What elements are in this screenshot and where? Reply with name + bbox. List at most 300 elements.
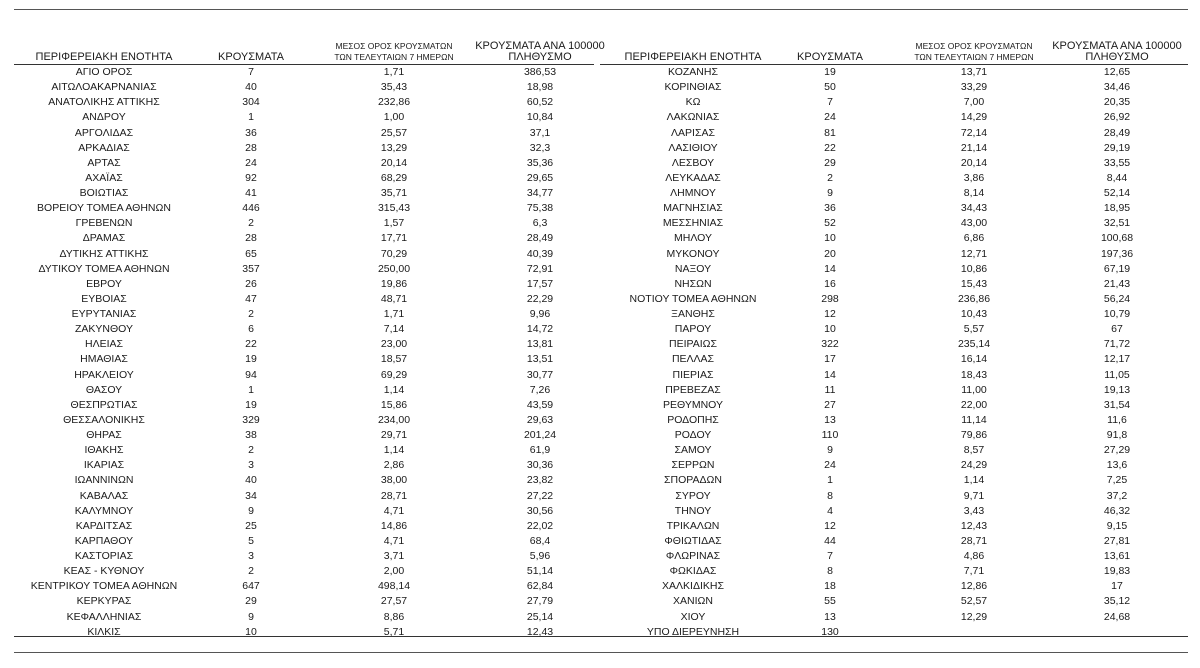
header-avg-line1: ΜΕΣΟΣ ΟΡΟΣ ΚΡΟΥΣΜΑΤΩΝ (915, 41, 1033, 51)
table-row (14, 126, 594, 141)
cases-cell: 17 (824, 353, 836, 366)
per-100k-cell: 56,24 (1103, 292, 1131, 305)
per-100k-cell: 27,81 (1103, 534, 1131, 547)
region-cell: ΛΕΣΒΟΥ (671, 156, 715, 169)
cases-cell: 29 (245, 595, 257, 608)
cases-cell: 24 (824, 459, 836, 472)
region-cell: ΜΥΚΟΝΟΥ (666, 247, 720, 260)
table-row (14, 564, 594, 579)
table-row (14, 171, 594, 186)
avg-7-days-cell: 7,00 (963, 96, 985, 109)
cases-cell: 28 (245, 232, 257, 245)
region-cell: ΡΕΘΥΜΝΟΥ (662, 398, 723, 411)
region-cell: ΚΩ (685, 96, 701, 109)
region-cell: ΠΙΕΡΙΑΣ (672, 368, 714, 381)
table-row (600, 352, 1188, 367)
avg-7-days-cell: 315,43 (377, 202, 411, 215)
right-table-header (600, 34, 1188, 65)
region-cell: ΕΥΡΥΤΑΝΙΑΣ (71, 308, 137, 320)
table-row (600, 594, 1188, 609)
table-row (600, 110, 1188, 125)
table-row (14, 579, 594, 594)
cases-cell: 29 (824, 156, 836, 169)
per-100k-cell: 40,39 (526, 247, 554, 260)
region-cell: ΚΕΝΤΡΙΚΟΥ ΤΟΜΕΑ ΑΘΗΝΩΝ (30, 580, 178, 593)
per-100k-cell: 33,55 (1103, 156, 1131, 169)
per-100k-cell: 67,19 (1103, 262, 1131, 275)
avg-7-days-cell: 28,71 (380, 489, 408, 502)
table-row (14, 80, 594, 95)
per-100k-cell: 35,12 (1103, 595, 1131, 608)
per-100k-cell: 51,14 (526, 565, 554, 578)
table-row (600, 398, 1188, 413)
avg-7-days-cell: 13,29 (380, 141, 408, 154)
table-row (600, 564, 1188, 579)
table-row (600, 247, 1188, 262)
cases-cell: 2 (248, 444, 254, 457)
per-100k-cell: 30,56 (526, 504, 554, 517)
region-cell: ΚΕΦΑΛΛΗΝΙΑΣ (66, 610, 142, 623)
cases-cell: 26 (245, 277, 257, 290)
table-row (14, 443, 594, 458)
table-row (14, 534, 594, 549)
table-row (600, 322, 1188, 337)
avg-7-days-cell: 4,86 (963, 550, 985, 562)
per-100k-cell: 9,96 (529, 308, 551, 320)
region-cell: ΑΙΤΩΛΟΑΚΑΡΝΑΝΙΑΣ (51, 81, 157, 94)
cases-cell: 22 (245, 338, 257, 351)
region-cell: ΠΑΡΟΥ (674, 323, 712, 336)
table-row (600, 231, 1188, 246)
per-100k-cell: 201,24 (523, 429, 557, 441)
table-row (600, 65, 1188, 80)
avg-7-days-cell: 72,14 (960, 126, 988, 139)
table-row (600, 156, 1188, 171)
avg-7-days-cell: 23,00 (380, 338, 408, 351)
per-100k-cell: 34,46 (1103, 81, 1131, 94)
table-row (14, 368, 594, 383)
region-cell: ΚΙΛΚΙΣ (87, 625, 121, 638)
table-row (14, 504, 594, 519)
per-100k-cell: 11,6 (1107, 413, 1127, 426)
per-100k-cell: 13,61 (1103, 550, 1131, 562)
header-per100k-line1: ΚΡΟΥΣΜΑΤΑ ΑΝΑ 100000 (475, 40, 605, 52)
region-cell: ΝΑΞΟΥ (674, 262, 712, 275)
cases-cell: 2 (248, 308, 254, 320)
table-row (14, 186, 594, 201)
avg-7-days-cell: 28,71 (960, 534, 988, 547)
region-cell: ΝΟΤΙΟΥ ΤΟΜΕΑ ΑΘΗΝΩΝ (629, 292, 757, 305)
header-avg-7-days (904, 41, 1044, 63)
table-row (600, 534, 1188, 549)
avg-7-days-cell: 2,86 (383, 459, 405, 472)
cases-cell: 14 (824, 262, 836, 275)
avg-7-days-cell: 18,43 (960, 368, 988, 381)
cases-cell: 7 (248, 66, 254, 78)
region-cell: ΦΘΙΩΤΙΔΑΣ (664, 534, 722, 547)
region-cell: ΑΝΔΡΟΥ (82, 111, 126, 124)
per-100k-cell: 11,05 (1104, 368, 1130, 381)
table-row (600, 549, 1188, 564)
per-100k-cell: 7,26 (529, 383, 551, 396)
region-cell: ΤΡΙΚΑΛΩΝ (666, 519, 720, 532)
cases-cell: 81 (824, 126, 836, 139)
region-cell: ΙΚΑΡΙΑΣ (83, 459, 125, 472)
table-row (600, 413, 1188, 428)
avg-7-days-cell: 69,29 (380, 368, 408, 381)
cases-cell: 10 (824, 232, 836, 245)
region-cell: ΑΓΙΟ ΟΡΟΣ (75, 66, 133, 78)
table-row (600, 473, 1188, 488)
cases-cell: 19 (245, 353, 257, 366)
avg-7-days-cell: 21,14 (960, 141, 988, 154)
table-row (600, 80, 1188, 95)
header-avg-line2: ΤΩΝ ΤΕΛΕΥΤΑΙΩΝ 7 ΗΜΕΡΩΝ (914, 52, 1034, 62)
cases-cell: 9 (248, 610, 254, 623)
per-100k-cell: 22,02 (526, 519, 554, 532)
cases-cell: 44 (824, 534, 836, 547)
table-row (600, 337, 1188, 352)
per-100k-cell: 28,49 (1103, 126, 1131, 139)
region-cell: ΙΘΑΚΗΣ (84, 444, 124, 457)
avg-7-days-cell: 33,29 (960, 81, 988, 94)
region-cell: ΓΡΕΒΕΝΩΝ (75, 217, 133, 230)
avg-7-days-cell: 3,71 (383, 550, 405, 562)
table-row (14, 216, 594, 231)
cases-cell: 1 (248, 383, 254, 396)
per-100k-cell: 197,36 (1100, 247, 1134, 260)
region-cell: ΑΝΑΤΟΛΙΚΗΣ ΑΤΤΙΚΗΣ (48, 96, 160, 109)
table-row (14, 247, 594, 262)
cases-cell: 25 (245, 519, 257, 532)
table-row (600, 95, 1188, 110)
table-row (600, 610, 1188, 625)
avg-7-days-cell: 10,86 (960, 262, 988, 275)
table-row (14, 398, 594, 413)
avg-7-days-cell: 24,29 (960, 459, 988, 472)
region-cell: ΒΟΙΩΤΙΑΣ (79, 187, 129, 199)
cases-cell: 13 (824, 413, 836, 426)
header-cases: ΚΡΟΥΣΜΑΤΑ (218, 51, 284, 63)
region-cell: ΠΕΛΛΑΣ (671, 353, 715, 366)
region-cell: ΛΑΚΩΝΙΑΣ (666, 111, 720, 124)
region-cell: ΦΛΩΡΙΝΑΣ (665, 550, 721, 562)
region-cell: ΕΒΡΟΥ (86, 277, 122, 290)
avg-7-days-cell: 35,71 (380, 187, 408, 199)
table-row (600, 126, 1188, 141)
cases-cell: 40 (245, 81, 257, 94)
region-cell: ΘΕΣΠΡΩΤΙΑΣ (70, 398, 138, 411)
table-row (600, 428, 1188, 443)
per-100k-cell: 52,14 (1103, 187, 1131, 199)
table-row (14, 458, 594, 473)
avg-7-days-cell: 29,71 (380, 429, 408, 441)
avg-7-days-cell: 12,86 (960, 580, 988, 593)
per-100k-cell: 67 (1111, 323, 1123, 336)
avg-7-days-cell: 14,86 (380, 519, 408, 532)
per-100k-cell: 10,79 (1103, 308, 1131, 320)
cases-cell: 16 (824, 277, 836, 290)
cases-cell: 2 (248, 217, 254, 230)
cases-cell: 2 (248, 565, 254, 578)
region-cell: ΚΕΑΣ - ΚΥΘΝΟΥ (63, 565, 145, 578)
cases-cell: 5 (248, 534, 254, 547)
cases-cell: 7 (827, 550, 833, 562)
table-row (600, 519, 1188, 534)
per-100k-cell: 6,3 (532, 217, 548, 230)
region-cell: ΑΡΓΟΛΙΔΑΣ (74, 126, 134, 139)
cases-cell: 12 (824, 519, 836, 532)
cases-cell: 24 (824, 111, 836, 124)
per-100k-cell: 20,35 (1103, 96, 1131, 109)
region-cell: ΚΟΡΙΝΘΙΑΣ (664, 81, 722, 94)
region-cell: ΚΑΡΔΙΤΣΑΣ (75, 519, 133, 532)
table-row (600, 383, 1188, 398)
per-100k-cell: 29,63 (526, 413, 554, 426)
cases-cell: 24 (245, 156, 257, 169)
cases-cell: 6 (248, 323, 254, 336)
avg-7-days-cell: 17,71 (380, 232, 408, 245)
cases-cell: 298 (821, 292, 839, 305)
table-row (14, 594, 594, 609)
header-per-100k (1044, 41, 1190, 63)
cases-cell: 9 (248, 504, 254, 517)
table-bottom-rule (14, 636, 1188, 637)
per-100k-cell: 23,82 (526, 474, 554, 487)
cases-cell: 357 (242, 262, 260, 275)
avg-7-days-cell: 79,86 (960, 429, 988, 441)
region-cell: ΛΑΡΙΣΑΣ (671, 126, 715, 139)
per-100k-cell: 12,17 (1103, 353, 1131, 366)
table-row (600, 171, 1188, 186)
cases-cell: 110 (821, 429, 839, 441)
table-row (600, 262, 1188, 277)
header-per100k-line2: ΠΛΗΘΥΣΜΟ (508, 51, 572, 63)
avg-7-days-cell: 22,00 (960, 398, 988, 411)
table-row (14, 549, 594, 564)
per-100k-cell: 32,51 (1103, 217, 1131, 230)
avg-7-days-cell: 7,14 (383, 323, 405, 336)
table-row (14, 292, 594, 307)
table-row (14, 610, 594, 625)
per-100k-cell: 18,98 (526, 81, 554, 94)
cases-cell: 36 (245, 126, 257, 139)
table-row (600, 307, 1188, 322)
region-cell: ΔΡΑΜΑΣ (82, 232, 126, 245)
region-cell: ΔΥΤΙΚΟΥ ΤΟΜΕΑ ΑΘΗΝΩΝ (38, 262, 170, 275)
cases-cell: 27 (824, 398, 836, 411)
region-cell: ΠΕΙΡΑΙΩΣ (669, 338, 717, 351)
right-table-rows (600, 65, 1188, 640)
region-cell: ΚΕΡΚΥΡΑΣ (76, 595, 132, 608)
avg-7-days-cell: 1,14 (383, 444, 405, 457)
region-cell: ΑΡΤΑΣ (87, 156, 121, 169)
avg-7-days-cell: 20,14 (380, 156, 408, 169)
avg-7-days-cell: 6,86 (963, 232, 985, 245)
cases-cell: 304 (242, 96, 260, 109)
per-100k-cell: 24,68 (1103, 610, 1131, 623)
region-cell: ΣΑΜΟΥ (674, 444, 712, 457)
cases-cell: 20 (824, 247, 836, 260)
avg-7-days-cell: 232,86 (377, 96, 411, 109)
left-table-rows (14, 65, 594, 640)
avg-7-days-cell: 5,57 (963, 323, 985, 336)
cases-cell: 11 (824, 383, 836, 396)
cases-cell: 92 (245, 171, 257, 184)
avg-7-days-cell: 12,43 (960, 519, 988, 532)
table-row (14, 95, 594, 110)
cases-cell: 52 (824, 217, 836, 230)
region-cell: ΣΠΟΡΑΔΩΝ (664, 474, 722, 487)
table-row (600, 458, 1188, 473)
region-cell: ΧΑΝΙΩΝ (673, 595, 713, 608)
per-100k-cell: 14,72 (526, 323, 554, 336)
per-100k-cell: 30,36 (526, 459, 554, 472)
avg-7-days-cell: 68,29 (380, 171, 408, 184)
per-100k-cell: 34,77 (526, 187, 554, 199)
table-row (600, 201, 1188, 216)
region-cell: ΚΑΒΑΛΑΣ (79, 489, 129, 502)
per-100k-cell: 32,3 (529, 141, 551, 154)
per-100k-cell: 27,29 (1103, 444, 1131, 457)
per-100k-cell: 7,25 (1106, 474, 1128, 487)
per-100k-cell: 71,72 (1103, 338, 1131, 351)
bottom-rule (14, 652, 1188, 653)
table-row (600, 186, 1188, 201)
cases-cell: 38 (245, 429, 257, 441)
avg-7-days-cell: 1,14 (383, 383, 405, 396)
cases-cell: 3 (248, 459, 254, 472)
cases-cell: 130 (821, 625, 839, 638)
region-cell: ΠΡΕΒΕΖΑΣ (665, 383, 721, 396)
per-100k-cell: 25,14 (526, 610, 554, 623)
region-cell: ΚΑΡΠΑΘΟΥ (74, 534, 134, 547)
per-100k-cell: 13,51 (526, 353, 554, 366)
cases-cell: 50 (824, 81, 836, 94)
per-100k-cell: 17 (1111, 580, 1123, 593)
cases-cell: 1 (248, 111, 254, 124)
cases-cell: 7 (827, 96, 833, 109)
region-cell: ΡΟΔΟΥ (674, 429, 712, 441)
avg-7-days-cell: 7,71 (963, 565, 985, 578)
table-row (14, 201, 594, 216)
avg-7-days-cell: 498,14 (377, 580, 411, 593)
header-region: ΠΕΡΙΦΕΡΕΙΑΚΗ ΕΝΟΤΗΤΑ (624, 51, 762, 63)
region-cell: ΚΑΣΤΟΡΙΑΣ (74, 550, 134, 562)
cases-cell: 19 (824, 66, 836, 78)
per-100k-cell: 386,53 (523, 66, 557, 78)
per-100k-cell: 27,22 (526, 489, 554, 502)
per-100k-cell: 61,9 (529, 444, 551, 457)
region-cell: ΗΜΑΘΙΑΣ (80, 353, 128, 366)
avg-7-days-cell: 8,86 (383, 610, 405, 623)
avg-7-days-cell: 2,00 (383, 565, 405, 578)
table-row (600, 625, 1188, 640)
per-100k-cell: 27,79 (526, 595, 554, 608)
avg-7-days-cell: 12,29 (960, 610, 988, 623)
region-cell: ΜΕΣΣΗΝΙΑΣ (662, 217, 724, 230)
per-100k-cell: 22,29 (526, 292, 554, 305)
avg-7-days-cell: 14,29 (960, 111, 988, 124)
region-cell: ΝΗΣΩΝ (674, 277, 712, 290)
per-100k-cell: 37,2 (1106, 489, 1128, 502)
table-row (14, 110, 594, 125)
region-cell: ΧΙΟΥ (680, 610, 706, 623)
avg-7-days-cell: 8,14 (963, 187, 985, 199)
region-cell: ΑΧΑΪΑΣ (85, 171, 123, 184)
cases-cell: 322 (821, 338, 839, 351)
cases-cell: 41 (245, 187, 257, 199)
region-cell: ΑΡΚΑΔΙΑΣ (78, 141, 130, 154)
cases-cell: 40 (245, 474, 257, 487)
region-cell: ΣΕΡΡΩΝ (671, 459, 715, 472)
per-100k-cell: 30,77 (526, 368, 554, 381)
table-row (14, 383, 594, 398)
avg-7-days-cell: 25,57 (380, 126, 408, 139)
avg-7-days-cell: 15,86 (380, 398, 408, 411)
region-cell: ΖΑΚΥΝΘΟΥ (74, 323, 133, 336)
avg-7-days-cell: 234,00 (377, 413, 411, 426)
region-cell: ΦΩΚΙΔΑΣ (669, 565, 717, 578)
avg-7-days-cell: 15,43 (960, 277, 988, 290)
cases-cell: 10 (245, 625, 257, 638)
cases-cell: 19 (245, 398, 257, 411)
cases-cell: 65 (245, 247, 257, 260)
avg-7-days-cell: 4,71 (383, 534, 405, 547)
cases-cell: 34 (245, 489, 257, 502)
region-cell: ΘΑΣΟΥ (85, 383, 123, 396)
region-cell: ΥΠΟ ΔΙΕΡΕΥΝΗΣΗ (646, 625, 740, 638)
per-100k-cell: 31,54 (1103, 398, 1131, 411)
region-cell: ΡΟΔΟΠΗΣ (667, 413, 719, 426)
region-cell: ΤΗΝΟΥ (674, 504, 712, 517)
avg-7-days-cell: 35,43 (380, 81, 408, 94)
table-row (14, 625, 594, 640)
table-row (600, 504, 1188, 519)
per-100k-cell: 26,92 (1103, 111, 1131, 124)
region-cell: ΗΛΕΙΑΣ (84, 338, 123, 351)
cases-cell: 13 (824, 610, 836, 623)
cases-cell: 12 (824, 308, 836, 320)
table-row (14, 277, 594, 292)
avg-7-days-cell: 235,14 (957, 338, 991, 351)
header-avg-7-days (324, 41, 464, 63)
per-100k-cell: 9,15 (1106, 519, 1128, 532)
table-row (14, 428, 594, 443)
per-100k-cell: 43,59 (526, 398, 554, 411)
header-per-100k (470, 41, 610, 63)
region-cell: ΞΑΝΘΗΣ (671, 308, 715, 320)
per-100k-cell: 46,32 (1103, 504, 1131, 517)
cases-cell: 36 (824, 202, 836, 215)
table-row (14, 413, 594, 428)
per-100k-cell: 72,91 (526, 262, 554, 275)
per-100k-cell: 13,81 (526, 338, 554, 351)
region-cell: ΚΟΖΑΝΗΣ (668, 66, 718, 78)
region-cell: ΛΑΣΙΘΙΟΥ (668, 141, 718, 154)
region-cell: ΒΟΡΕΙΟΥ ΤΟΜΕΑ ΑΘΗΝΩΝ (37, 202, 171, 215)
table-row (600, 277, 1188, 292)
avg-7-days-cell: 16,14 (960, 353, 988, 366)
table-row (600, 443, 1188, 458)
header-region: ΠΕΡΙΦΕΡΕΙΑΚΗ ΕΝΟΤΗΤΑ (35, 51, 173, 63)
per-100k-cell: 37,1 (529, 126, 551, 139)
cases-cell: 647 (242, 580, 260, 593)
region-cell: ΛΗΜΝΟΥ (670, 187, 716, 199)
avg-7-days-cell: 3,43 (963, 504, 985, 517)
per-100k-cell: 12,43 (526, 625, 554, 638)
avg-7-days-cell: 38,00 (380, 474, 408, 487)
